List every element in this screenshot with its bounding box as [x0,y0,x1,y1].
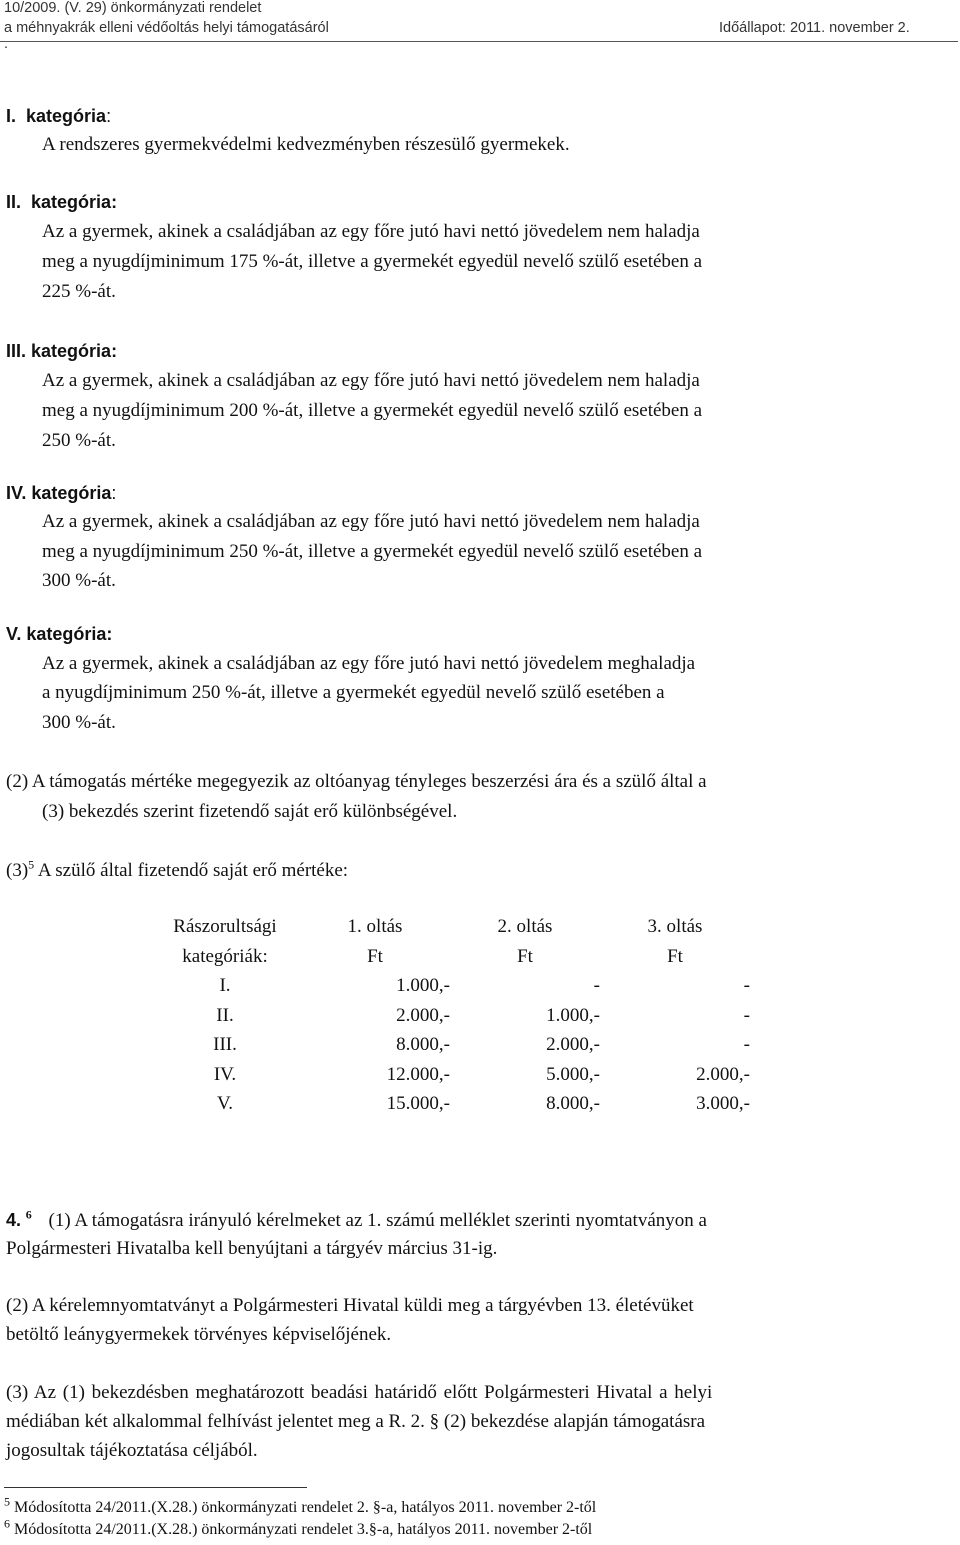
category-4-line-3: 300 %-át. [42,570,116,591]
table-cell: 3.000,- [696,1093,750,1114]
table-header-row [150,942,750,972]
paragraph-2-line-1: (2) A támogatás mértéke megegyezik az oltóanyag tényleges beszerzési ára és a szülő által a [6,771,707,792]
paragraph-3: $(3)^5$ A szülő által fizetendő saját erő mértéke: [6,857,349,881]
table-row [150,1089,750,1119]
table-cell: 8.000,- [396,1034,450,1055]
table-header-row [150,912,750,942]
table-cell: 2.000,- [696,1063,750,1085]
table-cell: - [743,1034,750,1055]
category-4-line-1: Az a gyermek, akinek a családjában az egy főre jutó havi nettó jövedelem nem haladja [42,511,700,532]
table-header-cell: Ft [667,945,683,967]
category-2-line-2: meg a nyugdíjminimum 175 %-át, illetve a gyermekét egyedül nevelő szülő esetében a [42,251,703,272]
table-cell: 1.000,- [546,1004,600,1026]
table-header-cell: Rászorultsági [173,916,277,937]
category-5-line-3: 300 %-át. [42,712,116,733]
category-3-line-2: meg a nyugdíjminimum 200 %-át, illetve a gyermekét egyedül nevelő szülő esetében a [42,400,703,421]
header-subtitle: a méhnyakrák elleni védőoltás helyi támogatásáról [4,20,329,36]
category-3-line-1: Az a gyermek, akinek a családjában az egy főre jutó havi nettó jövedelem nem haladja [42,370,700,391]
section-4-p3-line-3: jogosultak tájékoztatása céljából. [6,1440,258,1461]
category-2-heading: II. kategória: [6,192,118,212]
table-cell: 5.000,- [546,1063,600,1085]
table-row [150,1030,750,1060]
category-5-line-2: a nyugdíjminimum 250 %-át, illetve a gyermekét egyedül nevelő szülő esetében a [42,682,665,703]
footnote-6: $^6$ Módosította 24/2011.(X.28.) önkormányzati rendelet 3.§-a, hatályos 2011. november 2-től [4,1516,593,1538]
section-4-line-1: 4. $^6$ (1) A támogatásra irányuló kérelmeket az 1. számú melléklet szerinti nyomtatványon a [6,1207,707,1231]
category-2-line-1: Az a gyermek, akinek a családjában az egy főre jutó havi nettó jövedelem nem haladja [42,221,700,242]
category-1-text: A rendszeres gyermekvédelmi kedvezményben részesülő gyermekek. [42,134,570,155]
table-cell: II. [216,1004,234,1026]
category-5-line-1: Az a gyermek, akinek a családjában az egy főre jutó havi nettó jövedelem meghaladja [42,653,696,674]
table-cell: 8.000,- [546,1093,600,1114]
table-header-cell: Ft [517,945,533,967]
header-status: Időállapot: 2011. november 2. [719,20,910,36]
table-cell: V. [216,1093,234,1114]
table-row [150,1060,750,1090]
header-title: 10/2009. (V. 29) önkormányzati rendelet [4,0,262,16]
table-cell: - [743,975,750,996]
category-3-heading: III. kategória: [6,341,118,361]
paragraph-2-line-2: (3) bekezdés szerint fizetendő saját erő különbségével. [42,801,458,822]
table-header-cell: 2. oltás [497,916,553,937]
table-header-cell: 1. oltás [347,916,403,937]
table-cell: I. [219,975,231,996]
category-3-line-3: 250 %-át. [42,430,116,451]
table-header-cell: kategóriák: [182,945,268,967]
table-row [150,971,750,1001]
section-4-p2-line-1: (2) A kérelemnyomtatványt a Polgármesteri Hivatal küldi meg a tárgyévben 13. életévüket [6,1295,694,1316]
table-row [150,1001,750,1031]
table-cell: 15.000,- [386,1093,450,1114]
category-4-line-2: meg a nyugdíjminimum 250 %-át, illetve a gyermekét egyedül nevelő szülő esetében a [42,541,703,562]
table-cell: 2.000,- [546,1034,600,1055]
table-header-cell: Ft [367,945,383,967]
table-cell: - [593,975,600,996]
table-cell: III. [213,1034,237,1055]
section-4-p2-line-2: betöltő leánygyermekek törvényes képviselőjének. [6,1324,392,1345]
section-4-line-2: Polgármesteri Hivatalba kell benyújtani a tárgyév március 31-ig. [6,1238,498,1259]
table-header-cell: 3. oltás [647,916,703,937]
footnote-5: $^5$ Módosította 24/2011.(X.28.) önkormányzati rendelet 2. §-a, hatályos 2011. november 2-től [4,1494,597,1516]
header-dot: . [4,36,9,52]
table-cell: - [743,1004,750,1026]
category-1-heading: I. kategória: [6,106,112,126]
footnote-ref-5[interactable]: 5 [28,857,35,872]
footnote-separator [4,1487,307,1488]
section-4-p3-line-2: médiában két alkalommal felhívást jelentet meg a R. 2. § (2) bekezdése alapján támogatásra [6,1411,706,1432]
section-4-p3-line-1: (3) Az (1) bekezdésben meghatározott beadási határidő előtt Polgármesteri Hivatal a helyi [6,1382,713,1403]
category-4-heading: IV. kategória: [6,483,117,503]
table-cell: IV. [213,1063,237,1085]
footnote-ref-6[interactable]: 6 [25,1207,32,1222]
category-5-heading: V. kategória: [6,624,113,644]
fee-table [150,912,750,1119]
table-cell: 1.000,- [396,975,450,996]
table-cell: 12.000,- [386,1063,450,1085]
header-rule [0,41,958,42]
category-2-line-3: 225 %-át. [42,281,116,302]
table-cell: 2.000,- [396,1004,450,1026]
